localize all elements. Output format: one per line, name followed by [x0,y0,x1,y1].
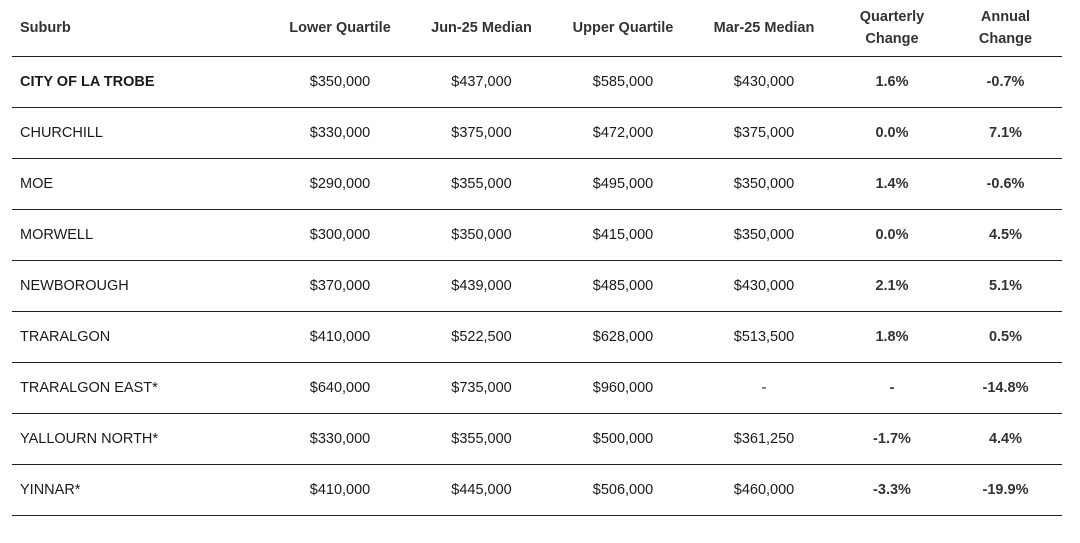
cell-upper-quartile: $960,000 [553,363,693,414]
cell-suburb: YALLOURN NORTH* [12,414,270,465]
cell-mar25-median: $430,000 [693,57,835,108]
table-row [12,108,1062,159]
header-suburb: Suburb [12,0,270,57]
header-lower-quartile: Lower Quartile [270,0,410,57]
cell-annual-change: 4.5% [949,210,1062,261]
table-row [12,159,1062,210]
cell-mar25-median: $350,000 [693,159,835,210]
table-row [12,312,1062,363]
table-row [12,465,1062,516]
header-row [12,0,1062,57]
cell-quarterly-change: -3.3% [835,465,949,516]
cell-mar25-median: $350,000 [693,210,835,261]
cell-upper-quartile: $506,000 [553,465,693,516]
cell-quarterly-change: 0.0% [835,108,949,159]
cell-suburb: TRARALGON [12,312,270,363]
header-annual-change [949,0,1062,57]
cell-upper-quartile: $628,000 [553,312,693,363]
cell-suburb: TRARALGON EAST* [12,363,270,414]
header-annual-change-line1: Annual [980,9,1031,25]
cell-jun25-median: $445,000 [410,465,553,516]
cell-annual-change: -14.8% [949,363,1062,414]
header-quarterly-change-line2: Change [865,31,919,47]
cell-suburb: MORWELL [12,210,270,261]
cell-upper-quartile: $495,000 [553,159,693,210]
cell-lower-quartile: $330,000 [270,414,410,465]
cell-suburb: NEWBOROUGH [12,261,270,312]
cell-mar25-median: $375,000 [693,108,835,159]
cell-annual-change: 0.5% [949,312,1062,363]
cell-jun25-median: $355,000 [410,414,553,465]
header-upper-quartile: Upper Quartile [553,0,693,57]
cell-mar25-median: $460,000 [693,465,835,516]
cell-annual-change: 7.1% [949,108,1062,159]
cell-lower-quartile: $370,000 [270,261,410,312]
cell-annual-change: 5.1% [949,261,1062,312]
cell-annual-change: 4.4% [949,414,1062,465]
header-mar25-median: Mar-25 Median [693,0,835,57]
cell-annual-change: -0.7% [949,57,1062,108]
cell-jun25-median: $437,000 [410,57,553,108]
cell-jun25-median: $735,000 [410,363,553,414]
cell-quarterly-change: - [835,363,949,414]
cell-upper-quartile: $415,000 [553,210,693,261]
cell-jun25-median: $355,000 [410,159,553,210]
cell-mar25-median: - [693,363,835,414]
median-price-table [12,0,1062,516]
table-body [12,57,1062,516]
cell-lower-quartile: $300,000 [270,210,410,261]
cell-mar25-median: $513,500 [693,312,835,363]
cell-suburb: MOE [12,159,270,210]
cell-mar25-median: $361,250 [693,414,835,465]
cell-upper-quartile: $500,000 [553,414,693,465]
cell-mar25-median: $430,000 [693,261,835,312]
cell-quarterly-change: 1.4% [835,159,949,210]
table-row [12,210,1062,261]
median-price-table-container [12,0,1062,516]
cell-upper-quartile: $485,000 [553,261,693,312]
table-header [12,0,1062,57]
table-row [12,57,1062,108]
cell-upper-quartile: $585,000 [553,57,693,108]
cell-quarterly-change: 1.6% [835,57,949,108]
cell-lower-quartile: $290,000 [270,159,410,210]
cell-lower-quartile: $350,000 [270,57,410,108]
cell-jun25-median: $522,500 [410,312,553,363]
header-quarterly-change-line1: Quarterly [859,9,925,25]
cell-lower-quartile: $330,000 [270,108,410,159]
cell-jun25-median: $350,000 [410,210,553,261]
cell-quarterly-change: 0.0% [835,210,949,261]
cell-jun25-median: $375,000 [410,108,553,159]
header-jun25-median: Jun-25 Median [410,0,553,57]
table-row [12,414,1062,465]
cell-upper-quartile: $472,000 [553,108,693,159]
cell-quarterly-change: 1.8% [835,312,949,363]
header-quarterly-change [835,0,949,57]
cell-annual-change: -0.6% [949,159,1062,210]
table-row [12,363,1062,414]
cell-suburb: YINNAR* [12,465,270,516]
cell-suburb: CITY OF LA TROBE [12,57,270,108]
table-row [12,261,1062,312]
cell-lower-quartile: $410,000 [270,465,410,516]
cell-suburb: CHURCHILL [12,108,270,159]
header-annual-change-line2: Change [978,31,1033,47]
cell-lower-quartile: $410,000 [270,312,410,363]
cell-quarterly-change: 2.1% [835,261,949,312]
cell-quarterly-change: -1.7% [835,414,949,465]
cell-jun25-median: $439,000 [410,261,553,312]
cell-lower-quartile: $640,000 [270,363,410,414]
cell-annual-change: -19.9% [949,465,1062,516]
